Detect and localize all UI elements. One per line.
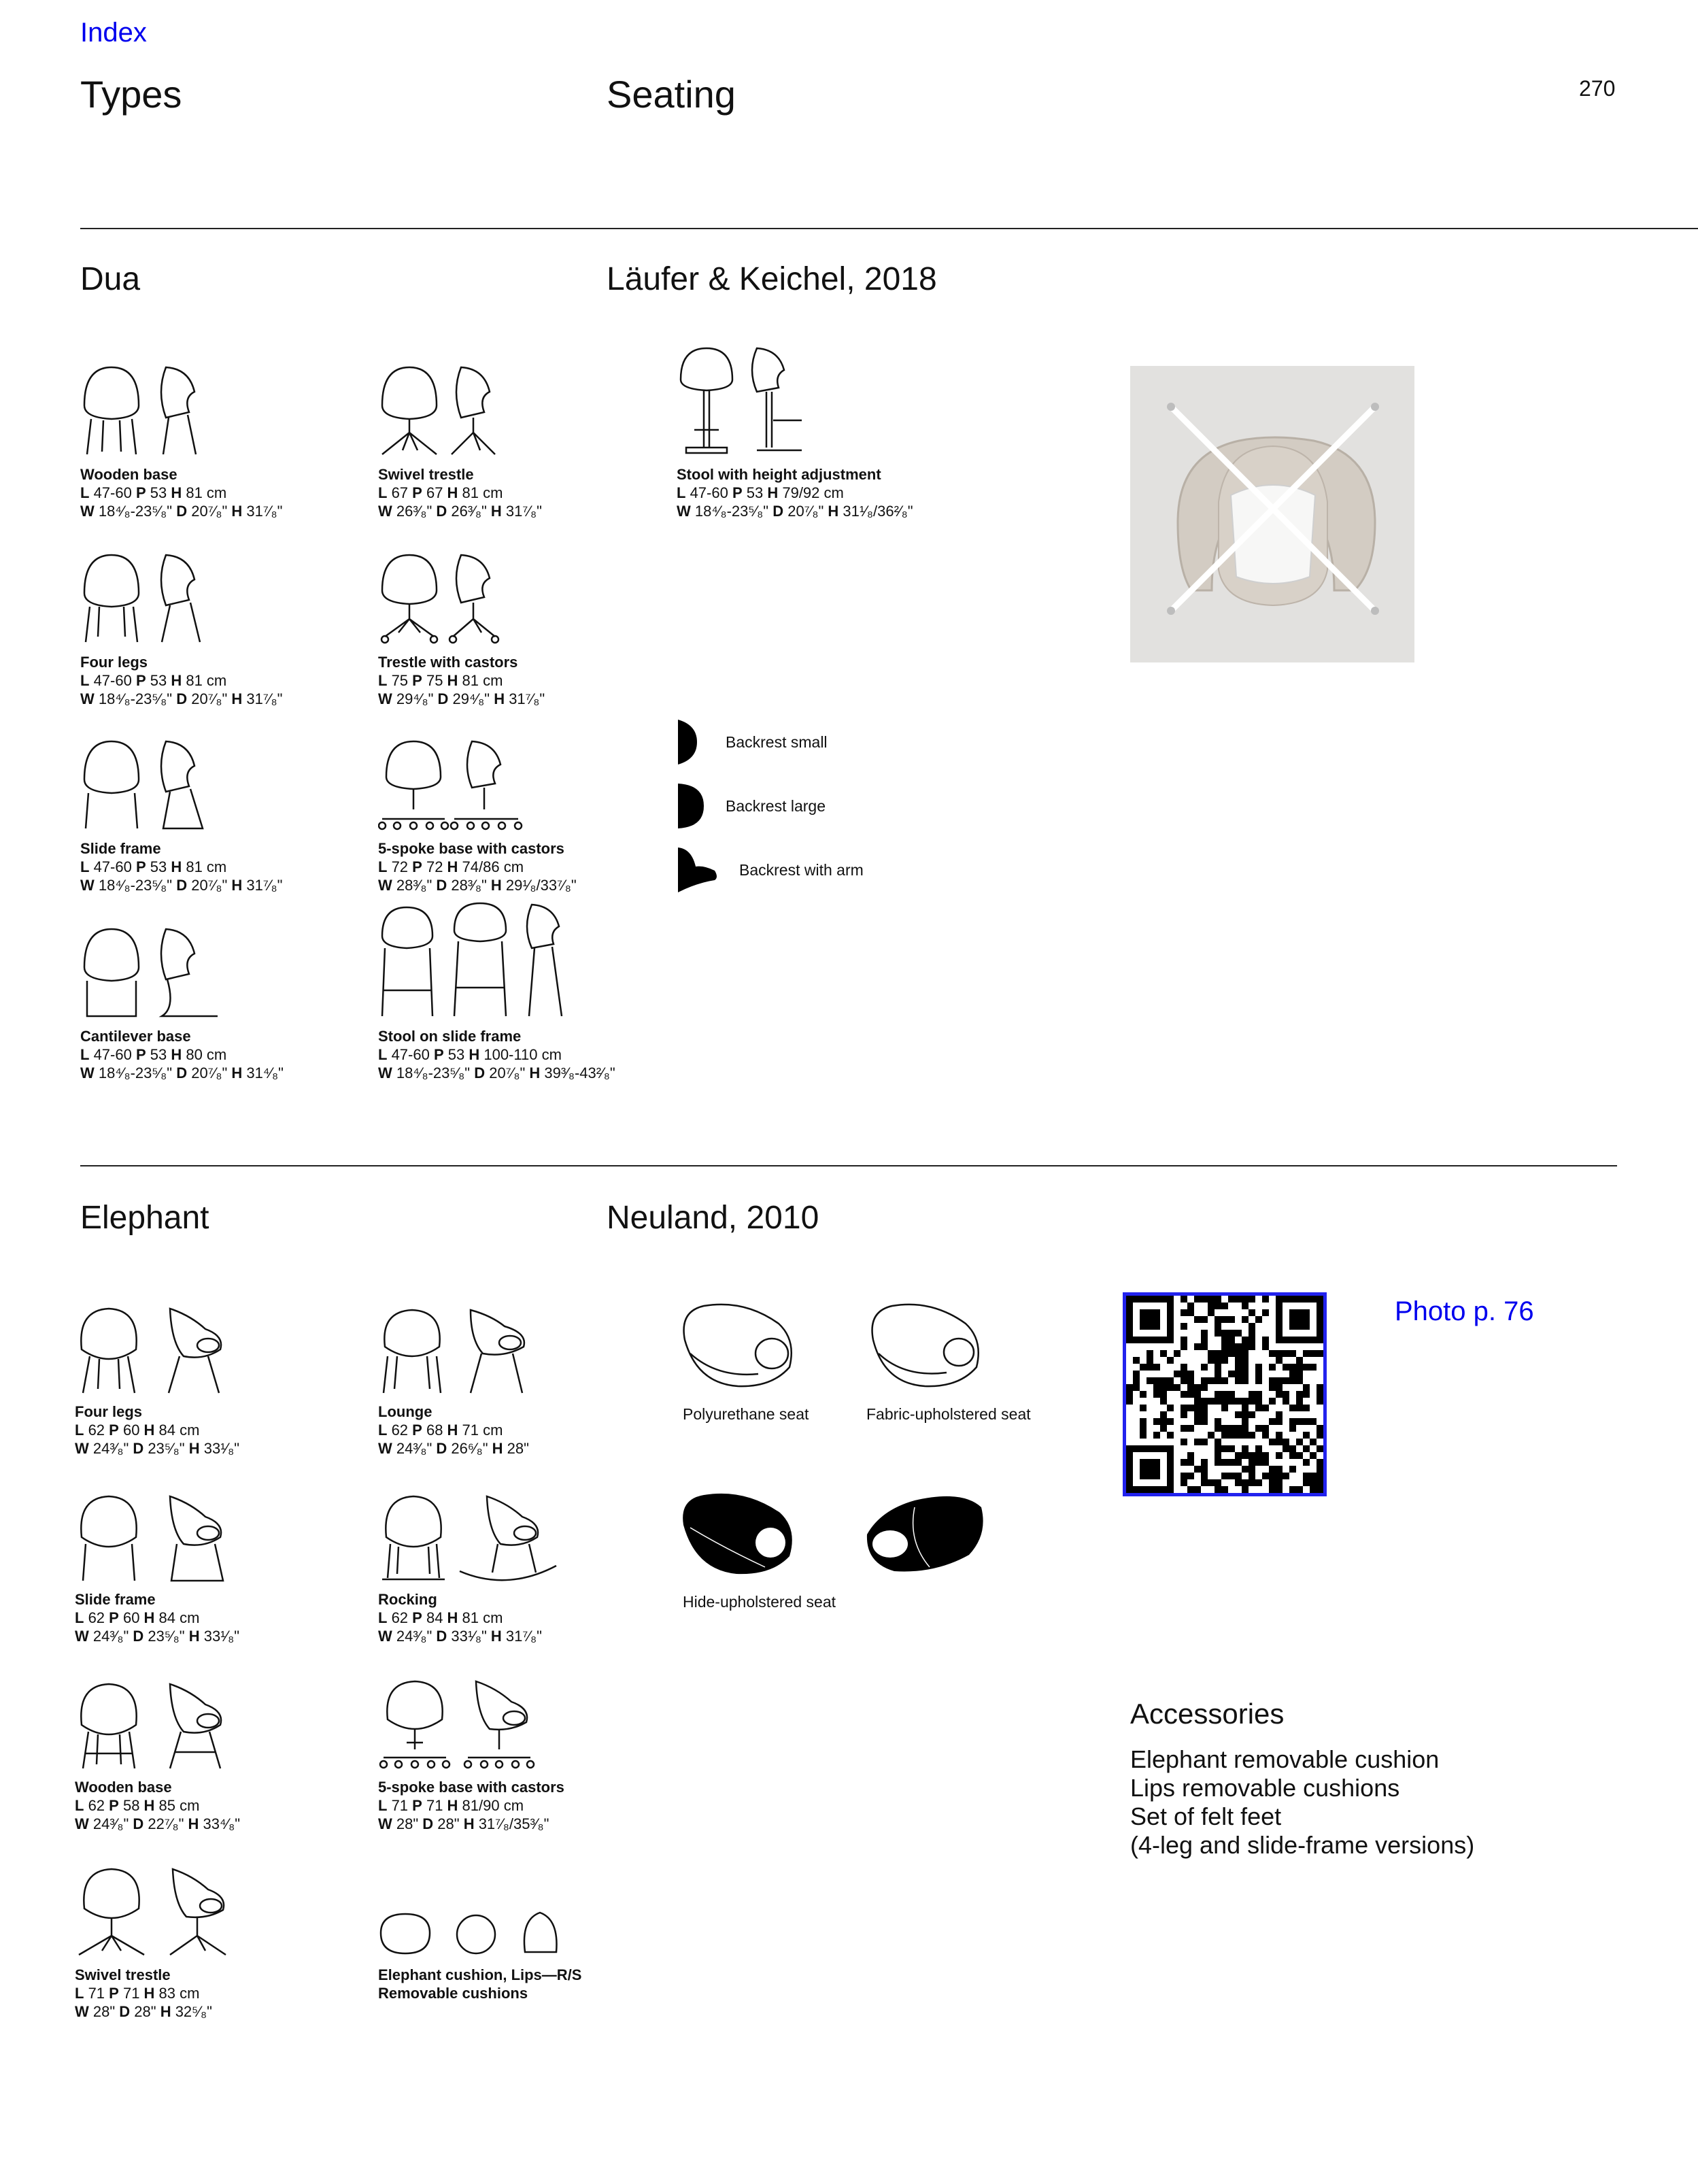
item-name: Wooden base [80,466,177,483]
dua-designer: Läufer & Keichel, 2018 [607,261,937,297]
item-dims-in: W 24³⁄₈" D 23⁵⁄₈" H 33¹⁄₈" [75,1628,240,1645]
item-dims-cm: L 75 P 75 H 81 cm [378,672,503,689]
accessory-line: (4-leg and slide-frame versions) [1130,1831,1475,1859]
item-dims-cm: L 47-60 P 53 H 79/92 cm [677,484,844,501]
dua-four-legs-drawing [80,552,284,648]
backrest-large-label: Backrest large [726,796,826,815]
variant-hide-label: Hide-upholstered seat [683,1593,836,1611]
dua-top-view-photo [1130,366,1414,662]
elephant-lounge [378,1302,664,1458]
item-dims-in: W 28³⁄₈" D 28³⁄₈" H 29¹⁄₈/33⁷⁄₈" [378,877,577,894]
elephant-designer: Neuland, 2010 [607,1200,819,1236]
accessory-line: Lips removable cushions [1130,1774,1400,1802]
dua-top-view-image [1130,366,1414,662]
variant-polyurethane [677,1299,799,1398]
item-dims-cm: L 62 P 68 H 71 cm [378,1422,503,1439]
item-name: Rocking [378,1591,437,1608]
elephant-swivel-trestle-drawing [75,1865,279,1960]
item-dims-cm: L 47-60 P 53 H 80 cm [80,1046,227,1063]
photo-link[interactable]: Photo p. 76 [1395,1296,1534,1326]
item-dims-cm: L 62 P 84 H 81 cm [378,1609,503,1626]
item-dims-cm: L 72 P 72 H 74/86 cm [378,858,524,875]
dua-stool-height [677,346,962,520]
item-dims-in: W 29⁴⁄₈" D 29⁴⁄₈" H 31⁷⁄₈" [378,690,545,707]
item-dims-in: W 18⁴⁄₈-23⁵⁄₈" D 20⁷⁄₈" H 31⁷⁄₈" [80,503,283,520]
dua-swivel-trestle-drawing [378,365,582,460]
item-name: Four legs [75,1403,143,1420]
item-name: Wooden base [75,1779,172,1796]
divider-middle [80,1165,1617,1166]
accessory-line: Elephant removable cushion [1130,1745,1440,1773]
dua-four-legs [80,552,366,708]
variant-polyurethane-label: Polyurethane seat [683,1405,809,1423]
dua-slide-frame-drawing [80,739,284,834]
backrest-with-arm [677,846,864,894]
backrest-large [677,782,826,830]
qr-code-icon [1126,1296,1323,1493]
item-name: Four legs [80,654,148,671]
dua-wooden-base-drawing [80,365,284,460]
item-dims-cm: L 62 P 60 H 84 cm [75,1422,200,1439]
dua-stool-slide-frame [378,902,664,1082]
item-dims-cm: L 47-60 P 53 H 100-110 cm [378,1046,562,1063]
dua-5-spoke-drawing [378,739,582,834]
elephant-wooden-base [75,1677,360,1833]
item-name: Swivel trestle [378,466,474,483]
dua-swivel-trestle [378,365,664,520]
elephant-wooden-base-drawing [75,1677,279,1773]
cushions-drawing [378,1906,582,1960]
item-dims-in: W 26³⁄₈" D 26³⁄₈" H 31⁷⁄₈" [378,503,542,520]
dua-trestle-castors [378,552,664,708]
item-dims-in: W 18⁴⁄₈-23⁵⁄₈" D 20⁷⁄₈" H 31⁴⁄₈" [80,1064,284,1081]
elephant-rocking [378,1490,664,1645]
variant-fabric-label: Fabric-upholstered seat [866,1405,1031,1423]
types-heading: Types [80,73,182,116]
polyurethane-seat-drawing [677,1299,799,1394]
elephant-slide-frame-drawing [75,1490,279,1585]
variant-hide [677,1487,989,1585]
dua-cantilever-base [80,926,366,1082]
elephant-swivel-trestle [75,1865,360,2021]
backrest-large-icon [677,782,705,830]
accessory-line: Set of felt feet [1130,1802,1282,1830]
item-name: Lounge [378,1403,432,1420]
elephant-slide-frame [75,1490,360,1645]
item-dims-in: W 18⁴⁄₈-23⁵⁄₈" D 20⁷⁄₈" H 31⁷⁄₈" [80,690,283,707]
item-dims-in: W 24³⁄₈" D 22⁷⁄₈" H 33⁴⁄₈" [75,1815,241,1832]
item-dims-cm: L 67 P 67 H 81 cm [378,484,503,501]
item-dims-in: W 28" D 28" H 32⁵⁄₈" [75,2003,212,2020]
hide-seat-drawing [677,1487,989,1582]
category-heading: Seating [607,73,736,116]
dua-title: Dua [80,261,141,297]
item-name: Cantilever base [80,1028,191,1045]
item-name: Slide frame [80,840,161,857]
item-name: Trestle with castors [378,654,518,671]
backrest-small-label: Backrest small [726,733,828,751]
variant-fabric [864,1299,986,1398]
item-name: 5-spoke base with castors [378,840,564,857]
item-name: Stool with height adjustment [677,466,881,483]
item-dims-in: W 18⁴⁄₈-23⁵⁄₈" D 20⁷⁄₈" H 31⁷⁄₈" [80,877,283,894]
qr-code[interactable] [1123,1292,1327,1496]
backrest-arm-label: Backrest with arm [739,860,864,879]
page-number: 270 [1579,76,1616,101]
item-dims-in: W 24³⁄₈" D 33¹⁄₈" H 31⁷⁄₈" [378,1628,542,1645]
elephant-rocking-drawing [378,1490,582,1585]
dua-stool-slide-drawing [378,902,609,1022]
item-name: Slide frame [75,1591,156,1608]
elephant-5-spoke-drawing [378,1677,582,1773]
elephant-four-legs [75,1302,360,1458]
dua-wooden-base [80,365,366,520]
item-dims-cm: L 62 P 60 H 84 cm [75,1609,200,1626]
item-subtitle: Removable cushions [378,1985,528,2002]
item-dims-cm: L 47-60 P 53 H 81 cm [80,672,227,689]
elephant-5-spoke-base [378,1677,664,1833]
dua-stool-height-drawing [677,346,881,460]
elephant-title: Elephant [80,1200,209,1236]
item-dims-cm: L 71 P 71 H 83 cm [75,1985,200,2002]
dua-trestle-castors-drawing [378,552,582,648]
item-dims-in: W 18⁴⁄₈-23⁵⁄₈" D 20⁷⁄₈" H 39³⁄₈-43²⁄₈" [378,1064,615,1081]
fabric-seat-drawing [864,1299,986,1394]
dua-5-spoke-base [378,739,664,894]
item-dims-in: W 18⁴⁄₈-23⁵⁄₈" D 20⁷⁄₈" H 31¹⁄₈/36²⁄₈" [677,503,913,520]
elephant-cushions [378,1906,664,2002]
item-name: Stool on slide frame [378,1028,522,1045]
elephant-lounge-drawing [378,1302,582,1397]
item-dims-in: W 24³⁄₈" D 26⁶⁄₈" H 28" [378,1440,529,1457]
divider-top [80,228,1698,229]
dua-slide-frame [80,739,366,894]
item-dims-cm: L 71 P 71 H 81/90 cm [378,1797,524,1814]
accessories-list [1130,1745,1674,1860]
item-dims-cm: L 47-60 P 53 H 81 cm [80,858,227,875]
backrest-small [677,718,828,766]
item-dims-cm: L 47-60 P 53 H 81 cm [80,484,227,501]
item-name: Swivel trestle [75,1966,171,1983]
item-name: 5-spoke base with castors [378,1779,564,1796]
elephant-four-legs-drawing [75,1302,279,1397]
backrest-small-icon [677,718,705,766]
dua-cantilever-drawing [80,926,284,1022]
index-link[interactable]: Index [80,18,147,48]
item-dims-in: W 28" D 28" H 31⁷⁄₈/35³⁄₈" [378,1815,549,1832]
accessories-title: Accessories [1130,1698,1285,1730]
item-dims-cm: L 62 P 58 H 85 cm [75,1797,200,1814]
backrest-arm-icon [677,846,719,894]
item-name: Elephant cushion, Lips—R/S [378,1966,582,1983]
item-dims-in: W 24³⁄₈" D 23⁵⁄₈" H 33¹⁄₈" [75,1440,240,1457]
